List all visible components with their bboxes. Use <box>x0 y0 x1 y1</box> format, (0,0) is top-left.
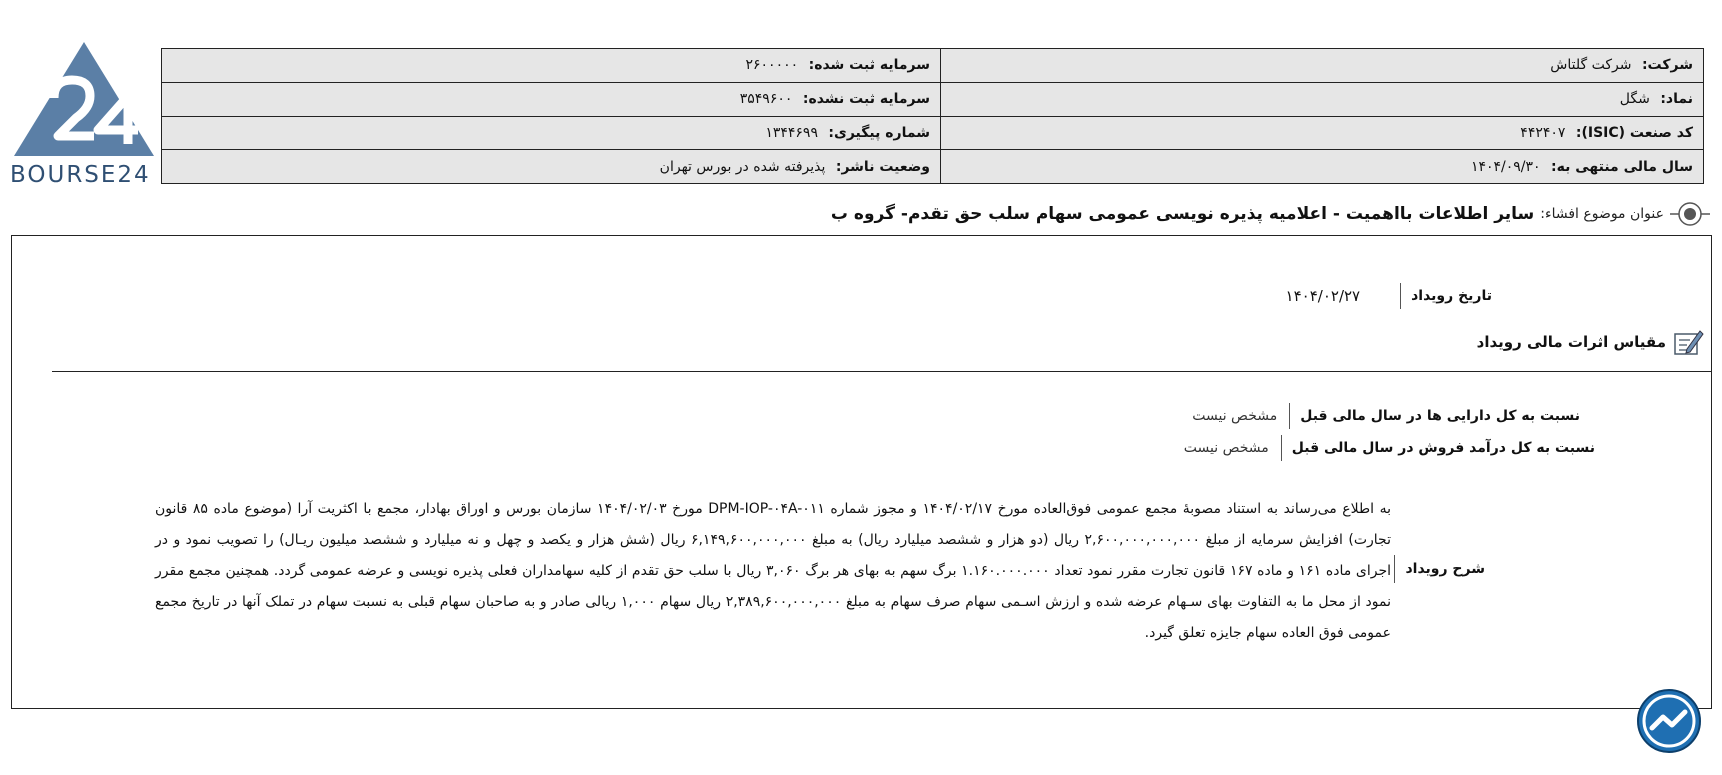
symbol-value: شگل <box>1619 91 1650 108</box>
disclosure-subject <box>831 196 1710 232</box>
event-date-value: ۱۴۰۴/۰۲/۲۷ <box>1285 287 1361 305</box>
trend-badge-icon[interactable] <box>1636 688 1702 754</box>
fiscal-year-cell <box>941 150 1704 184</box>
assets-ratio-row <box>1192 403 1580 429</box>
description-text: به اطلاع می‌رساند به استناد مصوبهٔ مجمع عمومی فوق‌العاده مورخ ۱۴۰۴/۰۲/۱۷ و مجوز شماره DPM-IOP-۰۴A-۰۱۱ مورخ ۱۴۰۴/۰۲/۰۳ سازمان بورس و اوراق بهادار، مجمع با اکثریت آرا (موضوع ماده ۸۵ قانون تجارت) افزایش سرمایه از مبلغ ۲,۶۰۰,۰۰۰,۰۰۰,۰۰۰ ریال (دو هزار و ششصد میلیارد ریال) به مبلغ ۶,۱۴۹,۶۰۰,۰۰۰,۰۰۰ ریال (شش هزار و یکصد و چهل و نه میلیارد و ششصد میلیون ریـال) را تصویب نمود و در اجرای ماده ۱۶۱ و ماده ۱۶۷ قانون تجارت مقرر نمود تعداد ۱.۱۶۰.۰۰۰.۰۰۰ برگ سهم به بهای هر برگ ۳,۰۶۰ ریال با سلب حق تقدم از کلیه سهامداران فعلی پذیره نویسی و عرضه عمومی گردد. همچنین مجمع مقرر نمود از محل ما به التفاوت بهای سـهام عرضه شده و ارزش اسـمی سهام صرف سهام به مبلغ ۲,۳۸۹,۶۰۰,۰۰۰,۰۰۰ ریال سهام ۱,۰۰۰ ریالی صادر و به صاحبان سهام قبلی به نسبت سهام در تملک آنها در تاریخ مجمع عمومی فوق العاده سهام جایزه تعلق گیرد. <box>155 501 1392 641</box>
publisher-status-label: وضعیت ناشر: <box>835 158 930 175</box>
info-row <box>162 82 1704 116</box>
subject-label: عنوان موضوع افشاء: <box>1540 206 1664 222</box>
bourse24-logo <box>10 40 160 188</box>
description-label: شرح رویداد <box>1394 555 1485 583</box>
info-row <box>162 116 1704 150</box>
company-label: شرکت: <box>1641 57 1693 74</box>
symbol-label: نماد: <box>1660 91 1693 108</box>
symbol-cell <box>941 82 1704 116</box>
target-bullet-icon <box>1670 198 1710 230</box>
edit-note-icon <box>1672 327 1704 357</box>
company-value: شرکت گلتاش <box>1550 57 1632 74</box>
unregistered-capital-value: ۳۵۴۹۶۰۰ <box>739 91 793 108</box>
company-info-table <box>161 48 1704 184</box>
logo-wordmark: BOURSE24 <box>10 162 151 188</box>
revenue-ratio-row <box>1184 435 1595 461</box>
fiscal-year-value: ۱۴۰۴/۰۹/۳۰ <box>1470 158 1541 175</box>
revenue-ratio-label: نسبت به کل درآمد فروش در سال مالی قبل <box>1281 435 1595 461</box>
info-row <box>162 49 1704 83</box>
tracking-label: شماره پیگیری: <box>828 124 930 141</box>
isic-label: کد صنعت (ISIC): <box>1575 124 1693 141</box>
info-row <box>162 150 1704 184</box>
publisher-status-cell <box>162 150 941 184</box>
subject-title: سایر اطلاعات بااهمیت - اعلامیه پذیره نویسی عمومی سهام سلب حق تقدم- گروه ب <box>830 204 1535 224</box>
assets-ratio-label: نسبت به کل دارایی ها در سال مالی قبل <box>1289 403 1580 429</box>
revenue-ratio-value: مشخص نیست <box>1183 440 1269 456</box>
section-divider <box>52 371 1712 372</box>
isic-value: ۴۴۲۴۰۷ <box>1520 124 1566 141</box>
publisher-status-value: پذیرفته شده در بورس تهران <box>659 158 826 175</box>
unregistered-capital-label: سرمایه ثبت نشده: <box>802 91 930 108</box>
unregistered-capital-cell <box>162 82 941 116</box>
bourse24-logo-icon <box>10 40 158 158</box>
financial-impact-title-text: مقیاس اثرات مالی رویداد <box>1476 333 1666 351</box>
assets-ratio-value: مشخص نیست <box>1192 408 1278 424</box>
registered-capital-label: سرمایه ثبت شده: <box>808 57 930 74</box>
financial-impact-title <box>1477 327 1704 357</box>
tracking-value: ۱۳۴۴۶۹۹ <box>765 124 818 141</box>
isic-cell <box>941 116 1704 150</box>
fiscal-year-label: سال مالی منتهی به: <box>1551 158 1693 175</box>
company-cell <box>941 49 1704 83</box>
tracking-cell <box>162 116 941 150</box>
event-date-label: تاریخ رویداد <box>1400 283 1492 309</box>
registered-capital-value: ۲۶۰۰۰۰۰ <box>745 57 799 74</box>
registered-capital-cell <box>162 49 941 83</box>
event-date-row <box>1286 283 1492 309</box>
